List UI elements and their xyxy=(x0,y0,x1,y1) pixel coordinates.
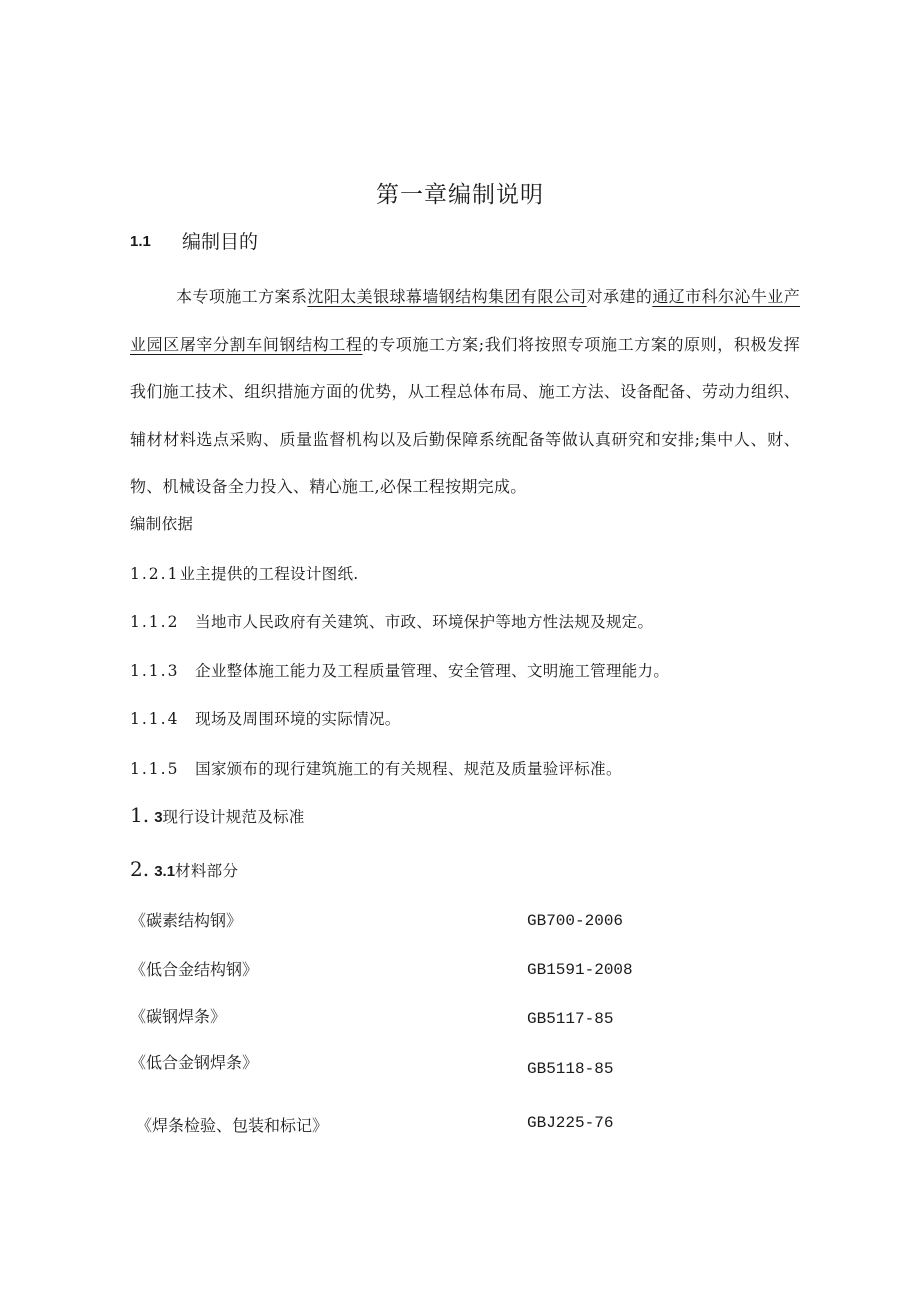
standard-name: 《低合金钢焊条》 xyxy=(130,1053,259,1072)
paragraph-part3: 的专项施工方案;我们将按照专项施工方案的原则，积极发挥我们施工技术、组织措施方面的优势，从工程总体布局、施工方法、设备配备、劳动力组织、辅材材料选点采购、质量监督机构以及后勤保障系统配备等做认真研究和安排;集中人、财、物、机械设备全力投入、精心施工,必保工程按期完成。 xyxy=(130,334,800,496)
basis-item-text: 企业整体施工能力及工程质量管理、安全管理、文明施工管理能力。 xyxy=(195,662,670,680)
section-1-1-title: 编制目的 xyxy=(182,231,259,253)
basis-item-text: 当地市人民政府有关建筑、市政、环境保护等地方性法规及规定。 xyxy=(195,613,654,631)
basis-item-text: 国家颁布的现行建筑施工的有关规程、规范及质量验评标准。 xyxy=(195,760,622,778)
section-1-3-heading xyxy=(130,803,305,827)
standard-name: 《低合金结构钢》 xyxy=(130,960,259,979)
basis-item xyxy=(130,757,622,779)
basis-item-number: 1.1.4 xyxy=(130,710,180,728)
section-3-1-number: 3.1 xyxy=(154,863,176,880)
standard-code: GB1591-2008 xyxy=(527,961,633,979)
basis-item xyxy=(130,707,401,729)
section-3-1-title: 材料部分 xyxy=(175,862,239,880)
purpose-paragraph xyxy=(130,273,800,511)
basis-item-text: 现场及周围环境的实际情况。 xyxy=(195,710,401,728)
section-1-1-number: 1.1 xyxy=(130,233,151,250)
paragraph-part1: 本专项施工方案系 xyxy=(176,287,308,306)
basis-item xyxy=(130,659,669,681)
section-1-3-number: 3 xyxy=(154,809,163,826)
basis-item-number: 1.1.2 xyxy=(130,613,180,631)
standard-name: 《碳素结构钢》 xyxy=(130,911,243,930)
basis-item-number: 1.2.1 xyxy=(130,565,180,583)
standard-name: 《碳钢焊条》 xyxy=(130,1007,227,1026)
basis-item xyxy=(130,562,358,584)
standard-name: 《焊条检验、包装和标记》 xyxy=(136,1116,329,1135)
chapter-title: 第一章编制说明 xyxy=(376,182,544,208)
contractor-name: 沈阳太美银球幕墙钢结构集团有限公司 xyxy=(307,287,587,306)
section-3-1-prefix: 2. xyxy=(130,857,150,881)
basis-item-number: 1.1.3 xyxy=(130,662,180,680)
basis-item-text: 业主提供的工程设计图纸. xyxy=(179,565,359,583)
basis-heading: 编制依据 xyxy=(130,515,194,533)
section-3-1-heading xyxy=(130,857,238,881)
standard-code: GB700-2006 xyxy=(527,912,624,930)
section-1-3-title: 现行设计规范及标准 xyxy=(162,808,305,826)
basis-item-number: 1.1.5 xyxy=(130,760,180,778)
basis-item xyxy=(130,610,653,632)
standard-code: GBJ225-76 xyxy=(527,1114,614,1132)
section-1-3-prefix: 1. xyxy=(130,803,150,827)
project-name: 通辽市科尔沁牛业产业园区屠宰分割车间钢结构工程 xyxy=(130,287,801,354)
standard-code: GB5117-85 xyxy=(527,1010,614,1028)
paragraph-part2: 对承建的 xyxy=(586,287,653,306)
standard-code: GB5118-85 xyxy=(527,1060,614,1073)
